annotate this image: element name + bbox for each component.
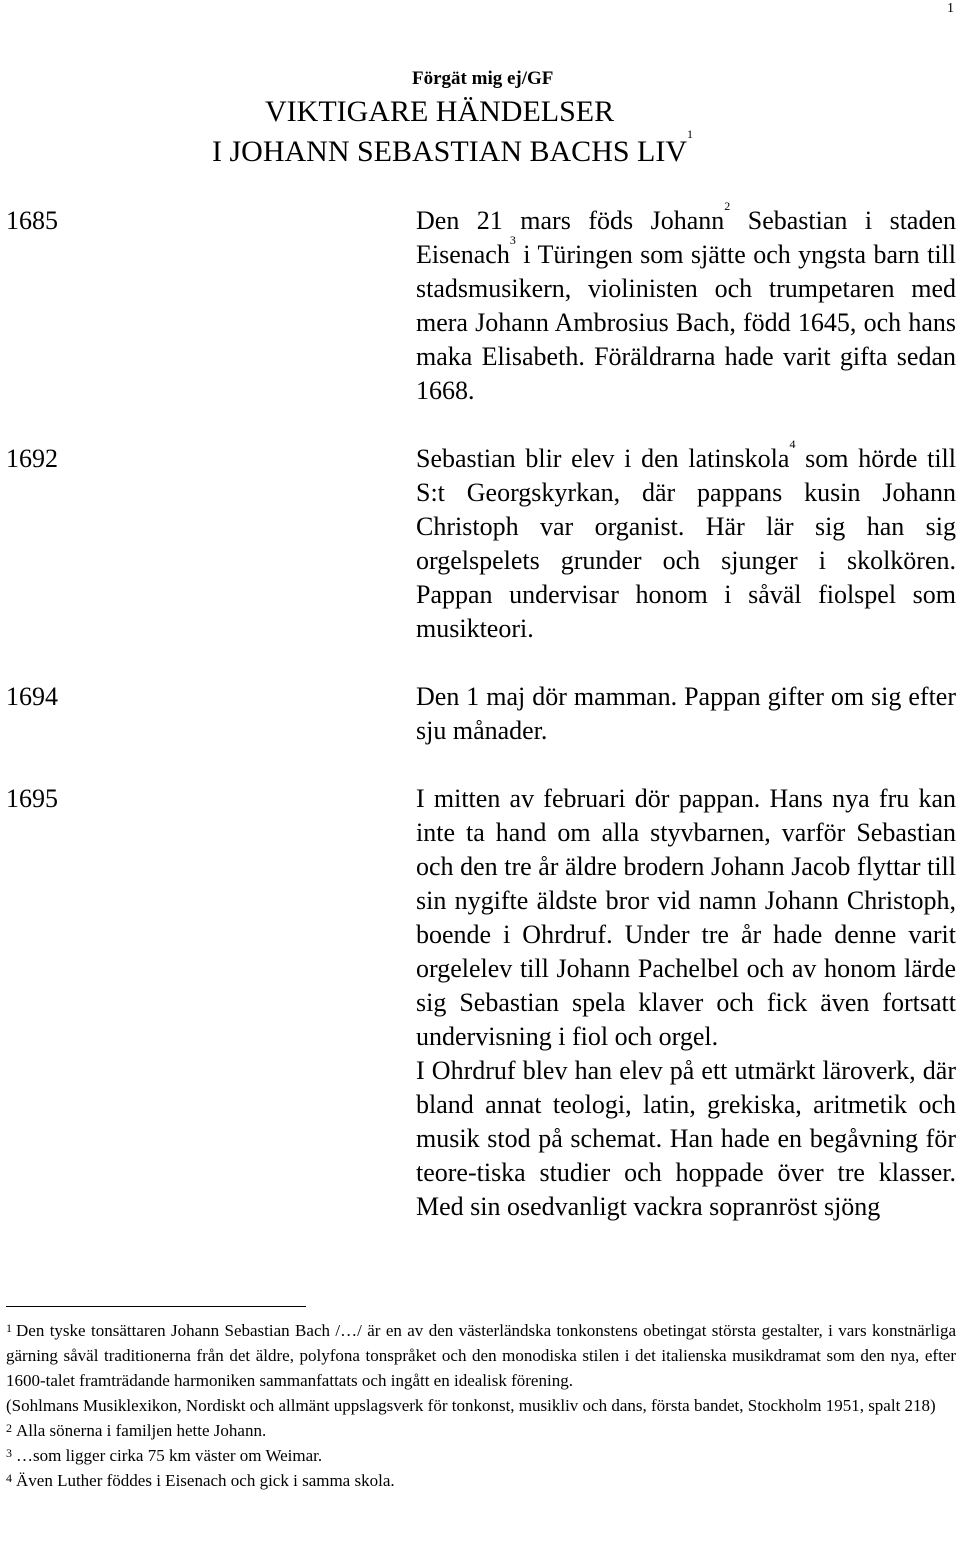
entry-year: 1694 xyxy=(6,682,58,711)
entry-year: 1695 xyxy=(6,784,58,813)
entry-text-part: i Türingen som sjätte och yngsta barn till stadsmusikern, violinisten och trumpetaren med mera Johann Ambrosius Bach, född 1645, och hans maka Elisabeth. Föräldrarna hade varit gifta sedan 1668. xyxy=(416,240,956,405)
footnote-text: Även Luther föddes i Eisenach och gick i samma skola. xyxy=(16,1471,395,1490)
entry-paragraph: I mitten av februari dör pappan. Hans nya fru kan inte ta hand om alla styvbarnen, varför Sebastian och den tre år äldre brodern Johann Jacob flyttar till sin nygifte äldste bror vid namn Johann Christoph, boende i Ohrdruf. Under tre år hade denne varit orgelelev till Johann Pachelbel och av honom lärde sig Sebastian spela klaver och fick även fortsatt undervisning i fiol och orgel. xyxy=(416,784,956,1051)
footnote-separator xyxy=(6,1306,306,1307)
entry-text xyxy=(416,199,957,408)
footnote-ref-3: 3 xyxy=(509,233,516,247)
footnote-text: Den tyske tonsättaren Johann Sebastian Bach /…/ är en av den västerländska tonkonstens obetingat största gestalter, i vars konstnärliga gärning såväl traditionerna från det äldre, polyfona tonspråket och den monodiska stilen i det italienska musikdramat som den nya, efter 1600-talet framträdande harmoniken sammanfattats och ingått en idealisk förening. xyxy=(6,1321,956,1390)
footnote-mark: 4 xyxy=(6,1471,12,1485)
footnote-ref-4: 4 xyxy=(789,437,796,451)
footnote-mark: 1 xyxy=(6,1321,12,1335)
footnote-ref-1: 1 xyxy=(687,127,694,141)
footnote-1 xyxy=(6,1318,956,1393)
entry-paragraph: Den 1 maj dör mamman. Pappan gifter om sig efter sju månader. xyxy=(416,682,956,745)
entry-text-part: som hörde till S:t Georgskyrkan, där pappans kusin Johann Christoph var organist. Här lär sig han sig orgelspelets grunder och sjunger i skolkören. Pappan undervisar honom i såväl fiolspel som musikteori. xyxy=(416,444,956,643)
entry-paragraph: I Ohrdruf blev han elev på ett utmärkt läroverk, där bland annat teologi, latin, grekiska, aritmetik och musik stod på schemat. Han hade en begåvning för teore-tiska studier och hoppade över tre klasser. Med sin osedvanligt vackra sopranröst sjöng xyxy=(416,1056,956,1221)
document-title-line-2 xyxy=(212,127,960,172)
entry-text xyxy=(416,782,956,1224)
footnote-text: …som ligger cirka 75 km väster om Weimar. xyxy=(16,1446,323,1465)
timeline-entry-1694 xyxy=(0,680,960,748)
entry-text-part: Sebastian i staden Eisenach xyxy=(416,206,957,269)
entry-text-part: Sebastian blir elev i den latinskola xyxy=(416,444,790,473)
footnotes xyxy=(6,1318,956,1493)
timeline-entry-1685 xyxy=(0,199,960,408)
footnote-3 xyxy=(6,1443,956,1468)
title-text: I JOHANN SEBASTIAN BACHS LIV xyxy=(212,135,688,168)
footnote-text: Alla sönerna i familjen hette Johann. xyxy=(16,1421,267,1440)
footnote-ref-2: 2 xyxy=(724,199,731,213)
footnote-4 xyxy=(6,1468,956,1493)
entry-year: 1685 xyxy=(6,206,58,235)
footnote-mark: 2 xyxy=(6,1421,12,1435)
entry-text xyxy=(416,680,956,748)
document-header xyxy=(0,66,960,172)
timeline-entry-1692 xyxy=(0,437,960,646)
footnote-mark: 3 xyxy=(6,1446,12,1460)
document-subtitle: Förgät mig ej/GF xyxy=(412,68,554,89)
timeline xyxy=(0,199,960,1224)
entry-year: 1692 xyxy=(6,444,58,473)
page-number: 1 xyxy=(947,1,954,16)
timeline-entry-1695 xyxy=(0,782,960,1224)
footnote-1-source: (Sohlmans Musiklexikon, Nordiskt och allmänt uppslagsverk för tonkonst, musikliv och dans, första bandet, Stockholm 1951, spalt 218) xyxy=(6,1396,936,1415)
entry-text-part: Den 21 mars föds Johann xyxy=(416,206,725,235)
document-title-line-1: VIKTIGARE HÄNDELSER xyxy=(265,95,615,128)
entry-text xyxy=(416,437,956,646)
footnote-2 xyxy=(6,1418,956,1443)
